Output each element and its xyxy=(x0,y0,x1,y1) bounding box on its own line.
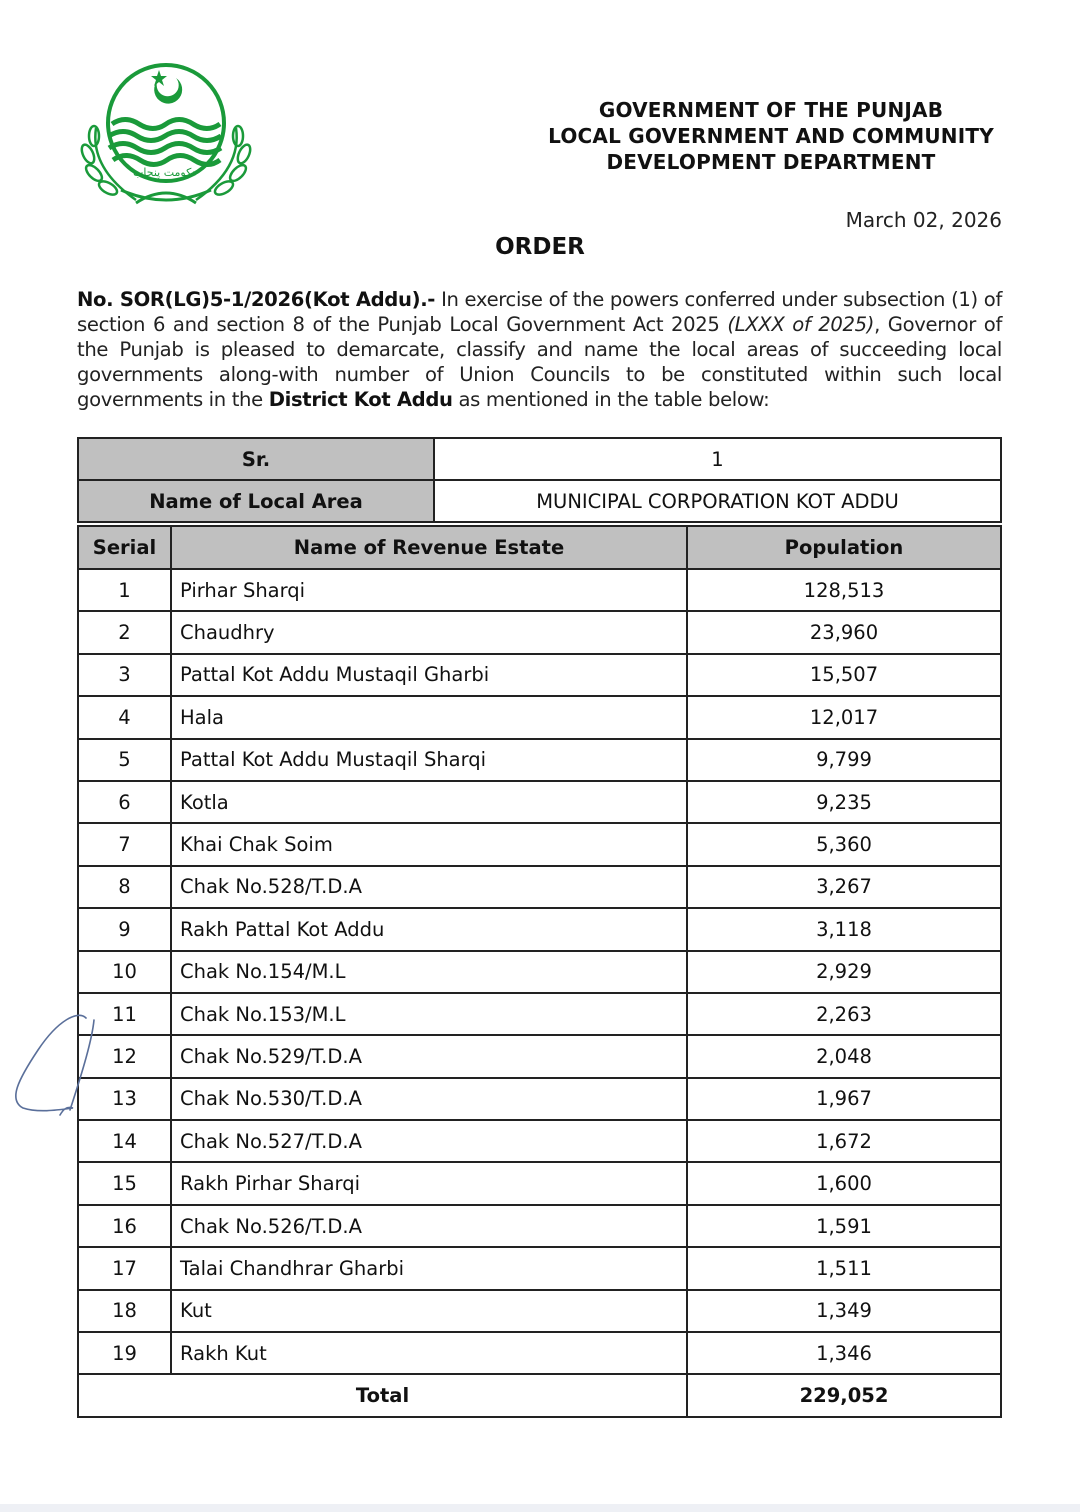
total-row xyxy=(78,1374,1001,1416)
sr-value: 1 xyxy=(434,438,1001,480)
table-row xyxy=(78,951,1001,993)
serial-cell: 10 xyxy=(78,951,171,993)
population-cell: 3,267 xyxy=(687,866,1001,908)
revenue-estate-cell: Chak No.154/M.L xyxy=(171,951,687,993)
population-cell: 5,360 xyxy=(687,823,1001,865)
revenue-estate-cell: Rakh Kut xyxy=(171,1332,687,1374)
revenue-estate-cell: Rakh Pattal Kot Addu xyxy=(171,908,687,950)
table-row xyxy=(78,1205,1001,1247)
population-cell: 2,263 xyxy=(687,993,1001,1035)
table-row xyxy=(78,739,1001,781)
population-cell: 23,960 xyxy=(687,611,1001,653)
population-cell: 3,118 xyxy=(687,908,1001,950)
serial-cell: 7 xyxy=(78,823,171,865)
serial-cell: 13 xyxy=(78,1078,171,1120)
local-area-label: Name of Local Area xyxy=(78,480,434,522)
serial-cell: 5 xyxy=(78,739,171,781)
table-row xyxy=(78,1290,1001,1332)
total-value: 229,052 xyxy=(687,1374,1001,1416)
summary-row-sr xyxy=(78,438,1001,480)
population-cell: 1,511 xyxy=(687,1247,1001,1289)
revenue-estate-cell: Hala xyxy=(171,696,687,738)
total-label: Total xyxy=(78,1374,687,1416)
serial-cell: 8 xyxy=(78,866,171,908)
table-row xyxy=(78,1035,1001,1077)
serial-cell: 11 xyxy=(78,993,171,1035)
population-cell: 2,929 xyxy=(687,951,1001,993)
population-cell: 15,507 xyxy=(687,654,1001,696)
revenue-estate-cell: Chak No.528/T.D.A xyxy=(171,866,687,908)
viewer-bottom-strip xyxy=(0,1504,1080,1512)
header-revenue-estate: Name of Revenue Estate xyxy=(171,526,687,569)
revenue-estate-cell: Chak No.530/T.D.A xyxy=(171,1078,687,1120)
star-icon xyxy=(151,70,167,86)
punjab-government-emblem xyxy=(76,58,256,213)
serial-cell: 15 xyxy=(78,1162,171,1204)
river-waves-icon xyxy=(109,120,221,165)
local-area-value: MUNICIPAL CORPORATION KOT ADDU xyxy=(434,480,1001,522)
summary-row-area xyxy=(78,480,1001,522)
header-line-1: GOVERNMENT OF THE PUNJAB xyxy=(598,98,944,122)
department-header xyxy=(540,97,1002,175)
table-row xyxy=(78,696,1001,738)
serial-cell: 1 xyxy=(78,569,171,611)
table-row xyxy=(78,1332,1001,1374)
serial-cell: 9 xyxy=(78,908,171,950)
population-cell: 128,513 xyxy=(687,569,1001,611)
order-title: ORDER xyxy=(495,234,585,260)
act-reference: (LXXX of 2025) xyxy=(727,313,875,336)
table-row xyxy=(78,866,1001,908)
local-area-summary-table xyxy=(77,437,1002,523)
handwritten-signature xyxy=(8,1010,98,1125)
order-number: No. SOR(LG)5-1/2026(Kot Addu).- xyxy=(77,288,436,311)
revenue-estate-cell: Chak No.529/T.D.A xyxy=(171,1035,687,1077)
serial-cell: 3 xyxy=(78,654,171,696)
table-row xyxy=(78,654,1001,696)
population-cell: 9,235 xyxy=(687,781,1001,823)
serial-cell: 12 xyxy=(78,1035,171,1077)
serial-cell: 16 xyxy=(78,1205,171,1247)
serial-cell: 17 xyxy=(78,1247,171,1289)
revenue-estate-cell: Chaudhry xyxy=(171,611,687,653)
serial-cell: 18 xyxy=(78,1290,171,1332)
revenue-estate-cell: Kotla xyxy=(171,781,687,823)
serial-cell: 4 xyxy=(78,696,171,738)
population-cell: 1,967 xyxy=(687,1078,1001,1120)
paragraph-text-2: , Governor of the Punjab is pleased to demarcate, classify and name the local areas of succeeding local governments along-with number of Union Councils to be constituted within such local governments in the xyxy=(77,313,1002,411)
serial-cell: 2 xyxy=(78,611,171,653)
order-paragraph xyxy=(77,287,1002,412)
population-cell: 1,672 xyxy=(687,1120,1001,1162)
revenue-estate-cell: Pattal Kot Addu Mustaqil Gharbi xyxy=(171,654,687,696)
sr-label: Sr. xyxy=(78,438,434,480)
population-cell: 1,346 xyxy=(687,1332,1001,1374)
table-row xyxy=(78,993,1001,1035)
revenue-estate-cell: Kut xyxy=(171,1290,687,1332)
table-row xyxy=(78,781,1001,823)
population-cell: 2,048 xyxy=(687,1035,1001,1077)
wheat-left-icon xyxy=(79,126,136,200)
table-row xyxy=(78,823,1001,865)
serial-cell: 6 xyxy=(78,781,171,823)
header-line-3: DEVELOPMENT DEPARTMENT xyxy=(606,150,936,174)
table-row xyxy=(78,1120,1001,1162)
revenue-estate-cell: Chak No.527/T.D.A xyxy=(171,1120,687,1162)
table-row xyxy=(78,611,1001,653)
serial-cell: 19 xyxy=(78,1332,171,1374)
population-cell: 1,600 xyxy=(687,1162,1001,1204)
header-population: Population xyxy=(687,526,1001,569)
table-row xyxy=(78,1162,1001,1204)
district-name: District Kot Addu xyxy=(268,388,453,411)
revenue-estate-cell: Chak No.153/M.L xyxy=(171,993,687,1035)
order-date: March 02, 2026 xyxy=(845,208,1002,232)
table-row xyxy=(78,1078,1001,1120)
revenue-estates-table xyxy=(77,525,1002,1418)
population-cell: 1,591 xyxy=(687,1205,1001,1247)
ribbon-icon xyxy=(121,190,211,203)
paragraph-text-3: as mentioned in the table below: xyxy=(452,388,770,411)
table-row xyxy=(78,569,1001,611)
revenue-estate-cell: Pirhar Sharqi xyxy=(171,569,687,611)
revenue-estate-cell: Rakh Pirhar Sharqi xyxy=(171,1162,687,1204)
table-row xyxy=(78,1247,1001,1289)
header-line-2: LOCAL GOVERNMENT AND COMMUNITY xyxy=(548,124,994,148)
revenue-estate-cell: Talai Chandhrar Gharbi xyxy=(171,1247,687,1289)
population-cell: 1,349 xyxy=(687,1290,1001,1332)
header-serial: Serial xyxy=(78,526,171,569)
table-header-row xyxy=(78,526,1001,569)
paragraph-text-1: In exercise of the powers conferred under subsection (1) of section 6 and section 8 of the Punjab Local Government Act 2025 xyxy=(77,288,1002,336)
serial-cell: 14 xyxy=(78,1120,171,1162)
revenue-estate-cell: Pattal Kot Addu Mustaqil Sharqi xyxy=(171,739,687,781)
revenue-estate-cell: Chak No.526/T.D.A xyxy=(171,1205,687,1247)
revenue-estate-cell: Khai Chak Soim xyxy=(171,823,687,865)
emblem-text: حکومت پنجاب xyxy=(133,166,199,179)
population-cell: 12,017 xyxy=(687,696,1001,738)
population-cell: 9,799 xyxy=(687,739,1001,781)
table-row xyxy=(78,908,1001,950)
